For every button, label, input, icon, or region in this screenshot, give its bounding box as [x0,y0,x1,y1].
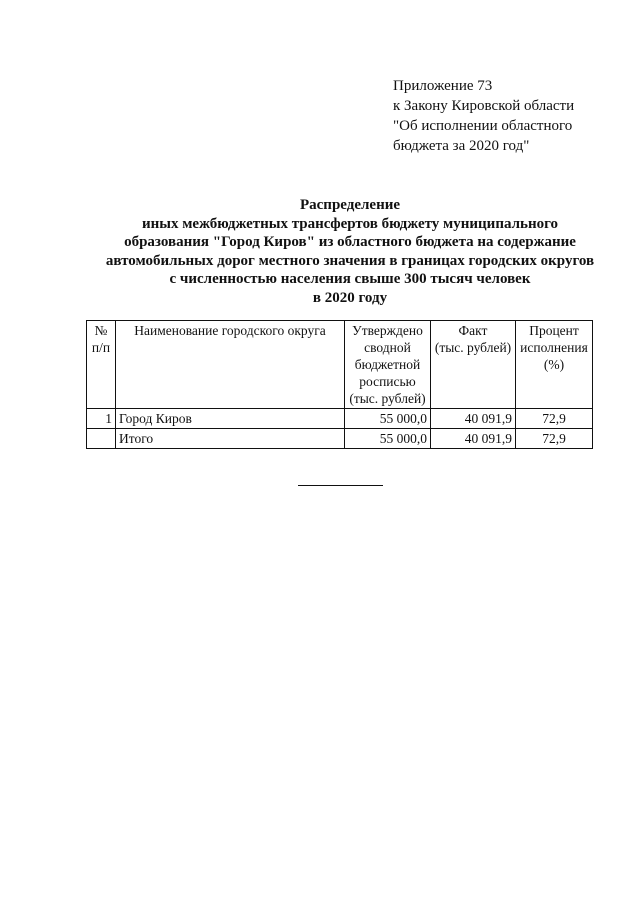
header-line: п/п [91,340,111,355]
total-label: Итого [116,429,345,449]
appendix-line: к Закону Кировской области [393,98,575,114]
header-line: росписью [359,374,416,389]
document-title [60,196,640,307]
title-line: образования "Город Киров" из областного бюджета на содержание [124,234,576,250]
header-district-name [116,321,345,409]
appendix-line: "Об исполнении областного [393,118,573,134]
header-line: № [94,323,108,338]
title-line: с численностью населения свыше 300 тысяч человек [169,271,531,287]
header-number [87,321,116,409]
total-percent: 72,9 [516,429,593,449]
header-line: (тыс. рублей) [349,391,426,406]
header-line: Наименование городского округа [134,323,326,338]
header-line: Процент [529,323,579,338]
total-approved: 55 000,0 [345,429,431,449]
appendix-reference [393,76,574,156]
row-approved: 55 000,0 [345,409,431,429]
header-line: (тыс. рублей) [434,340,512,355]
header-approved [345,321,431,409]
closing-divider [298,485,383,486]
distribution-table [86,320,593,449]
header-line: бюджетной [354,357,421,372]
header-fact [431,321,516,409]
table-total-row [87,429,593,449]
header-line: Факт [458,323,488,338]
row-fact: 40 091,9 [431,409,516,429]
header-line: (%) [543,357,565,372]
total-number [87,429,116,449]
appendix-line: Приложение 73 [393,78,493,94]
total-fact: 40 091,9 [431,429,516,449]
appendix-line: бюджета за 2020 год" [393,138,530,154]
title-line: в 2020 году [312,289,388,306]
row-percent: 72,9 [516,409,593,429]
row-district-name: Город Киров [116,409,345,429]
title-line: Распределение [299,197,401,213]
title-line: иных межбюджетных трансфертов бюджету муниципального [141,215,559,232]
header-line: сводной [364,340,411,355]
header-line: исполнения [520,340,588,355]
table-header-row [87,321,593,409]
header-line: Утверждено [352,323,423,338]
table-row [87,409,593,429]
row-number: 1 [87,409,116,429]
header-percent [516,321,593,409]
title-line: автомобильных дорог местного значения в границах городских округов [105,252,595,269]
